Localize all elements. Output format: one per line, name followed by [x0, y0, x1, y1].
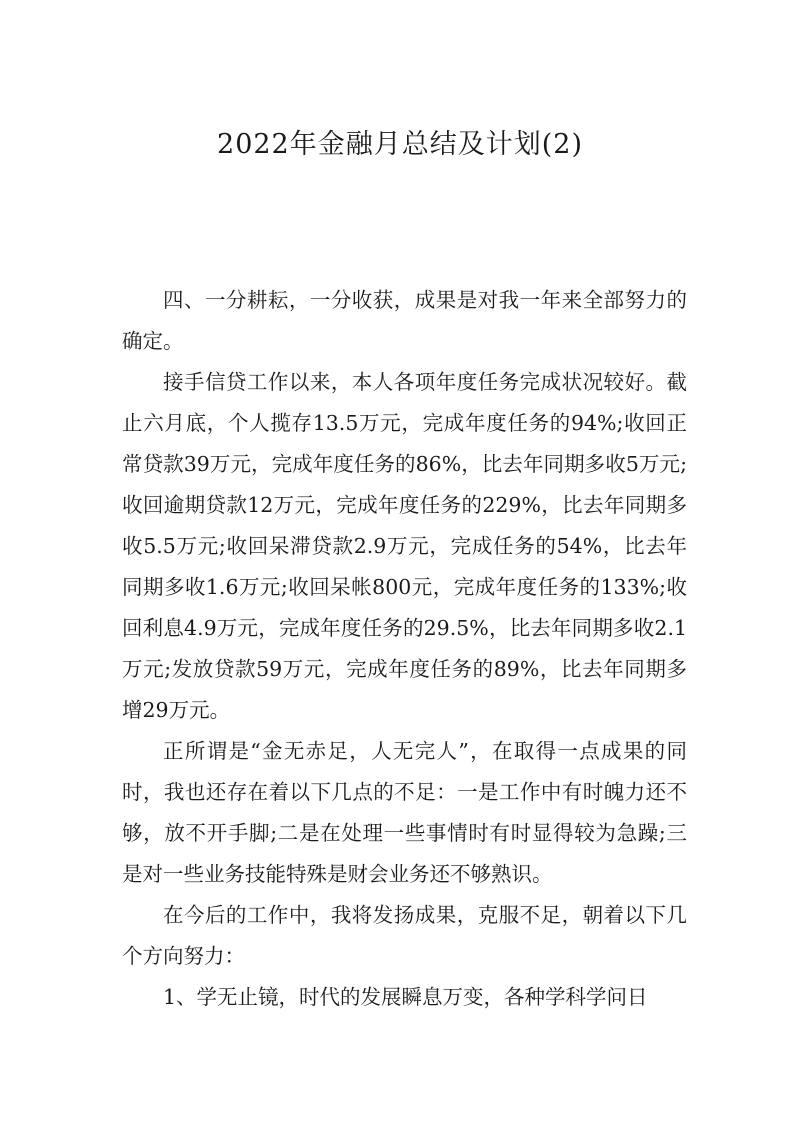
paragraph-future-directions: 在今后的工作中，我将发扬成果，克服不足，朝着以下几个方向努力：: [122, 903, 687, 968]
paragraph-item-1: 1、学无止镜，时代的发展瞬息万变，各种学科学问日: [163, 985, 648, 1009]
document-body: [122, 280, 687, 1018]
paragraph-shortcomings: 正所谓是“金无赤足，人无完人”，在取得一点成果的同时，我也还存在着以下几点的不足：一是工作中有时魄力还不够，放不开手脚;二是在处理一些事情时有时显得较为急躁;三是对一些业务技能特殊是财会业务还不够熟识。: [122, 739, 687, 886]
document-title: 2022年金融月总结及计划(2): [217, 129, 583, 160]
paragraph-task-results: 接手信贷工作以来，本人各项年度任务完成状况较好。截止六月底，个人揽存13.5万元，完成年度任务的94%;收回正常贷款39万元，完成年度任务的86%，比去年同期多收5万元;收回逾期贷款12万元，完成年度任务的229%，比去年同期多收5.5万元;收回呆滞贷款2.9万元，完成任务的54%，比去年同期多收1.6万元;收回呆帐800元，完成年度任务的133%;收回利息4.9万元，完成年度任务的29.5%，比去年同期多收2.1万元;发放贷款59万元，完成年度任务的89%，比去年同期多增29万元。: [122, 370, 687, 722]
paragraph-achievement-intro: 四、一分耕耘，一分收获，成果是对我一年来全部努力的确定。: [122, 288, 687, 353]
